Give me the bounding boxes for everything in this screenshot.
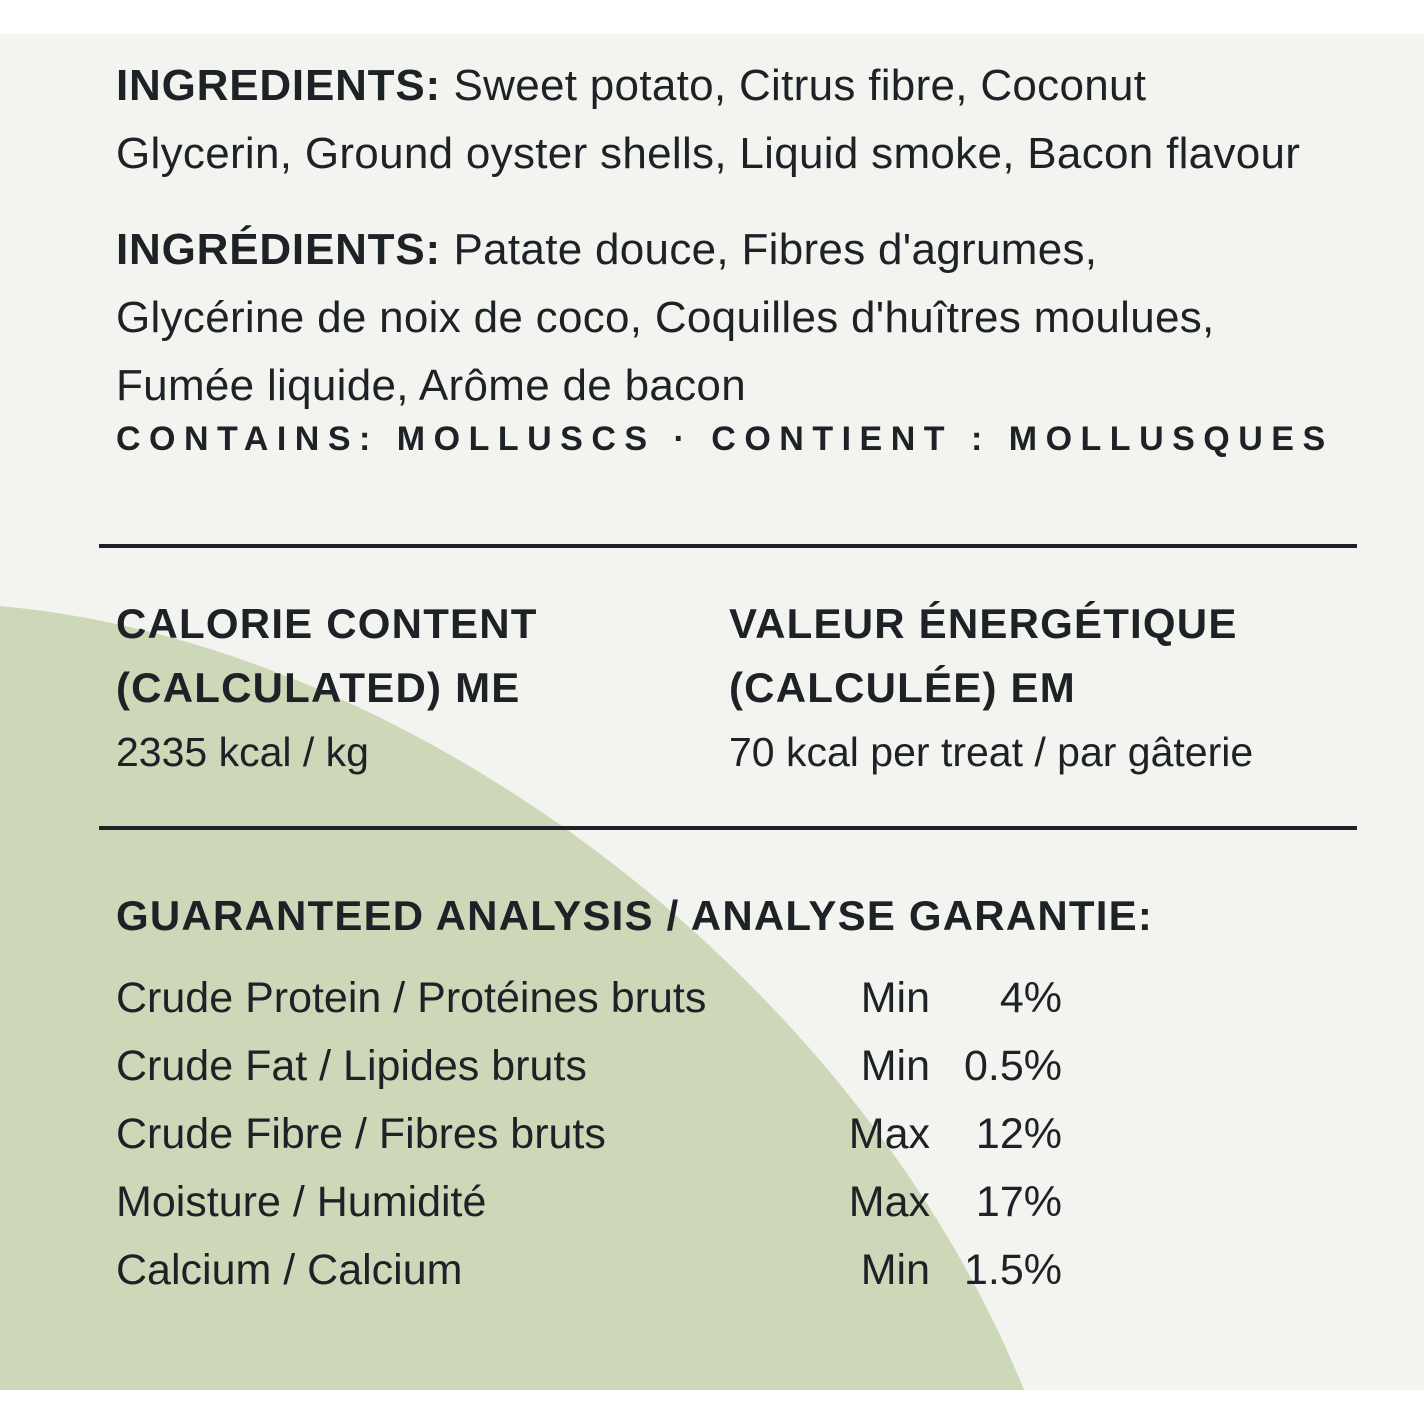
analysis-min-max: Min <box>860 1042 930 1090</box>
analysis-nutrient: Moisture / Humidité <box>116 1178 487 1226</box>
calorie-value-fr: 70 kcal per treat / par gâterie <box>729 729 1254 775</box>
analysis-row <box>0 1236 1424 1304</box>
divider-bottom <box>99 826 1357 830</box>
ingredients-fr-line1: Patate douce, Fibres d'agrumes, <box>440 225 1098 274</box>
analysis-value: 12% <box>975 1110 1062 1158</box>
analysis-value: 17% <box>975 1178 1062 1226</box>
analysis-title: GUARANTEED ANALYSIS / ANALYSE GARANTIE: <box>116 892 1154 939</box>
analysis-value: 1.5% <box>963 1246 1062 1294</box>
calorie-heading-fr-line1: VALEUR ÉNERGÉTIQUE <box>729 600 1238 647</box>
ingredients-fr-label: INGRÉDIENTS: <box>116 225 441 274</box>
allergen-statement: CONTAINS: MOLLUSCS · CONTIENT : MOLLUSQUES <box>116 420 1334 458</box>
label-panel <box>0 34 1424 1390</box>
analysis-row <box>0 1032 1424 1100</box>
analysis-min-max: Min <box>860 1246 930 1294</box>
analysis-min-max: Max <box>848 1110 930 1158</box>
calorie-content-fr <box>729 592 1253 784</box>
analysis-table <box>0 964 1424 1304</box>
ingredients-en-line1: Sweet potato, Citrus fibre, Coconut <box>440 61 1147 110</box>
analysis-min-max: Min <box>860 974 930 1022</box>
analysis-row <box>0 964 1424 1032</box>
analysis-nutrient: Crude Fat / Lipides bruts <box>116 1042 587 1090</box>
ingredients-en-label: INGREDIENTS: <box>116 61 441 110</box>
ingredients-en <box>116 52 1300 188</box>
analysis-min-max: Max <box>848 1178 930 1226</box>
ingredients-fr <box>116 216 1215 420</box>
analysis-row <box>0 1168 1424 1236</box>
ingredients-fr-line2: Glycérine de noix de coco, Coquilles d'huîtres moulues, <box>116 293 1215 342</box>
calorie-value-en: 2335 kcal / kg <box>116 729 369 775</box>
analysis-value: 4% <box>999 974 1062 1022</box>
calorie-heading-en-line1: CALORIE CONTENT <box>116 600 538 647</box>
ingredients-fr-line3: Fumée liquide, Arôme de bacon <box>116 361 746 410</box>
analysis-value: 0.5% <box>963 1042 1062 1090</box>
divider-top <box>99 544 1357 548</box>
calorie-content-en <box>116 592 538 784</box>
analysis-nutrient: Crude Protein / Protéines bruts <box>116 974 707 1022</box>
calorie-heading-fr-line2: (CALCULÉE) EM <box>729 664 1076 711</box>
calorie-heading-en-line2: (CALCULATED) ME <box>116 664 521 711</box>
ingredients-en-line2: Glycerin, Ground oyster shells, Liquid smoke, Bacon flavour <box>116 129 1301 178</box>
analysis-nutrient: Calcium / Calcium <box>116 1246 463 1294</box>
analysis-row <box>0 1100 1424 1168</box>
analysis-nutrient: Crude Fibre / Fibres bruts <box>116 1110 606 1158</box>
